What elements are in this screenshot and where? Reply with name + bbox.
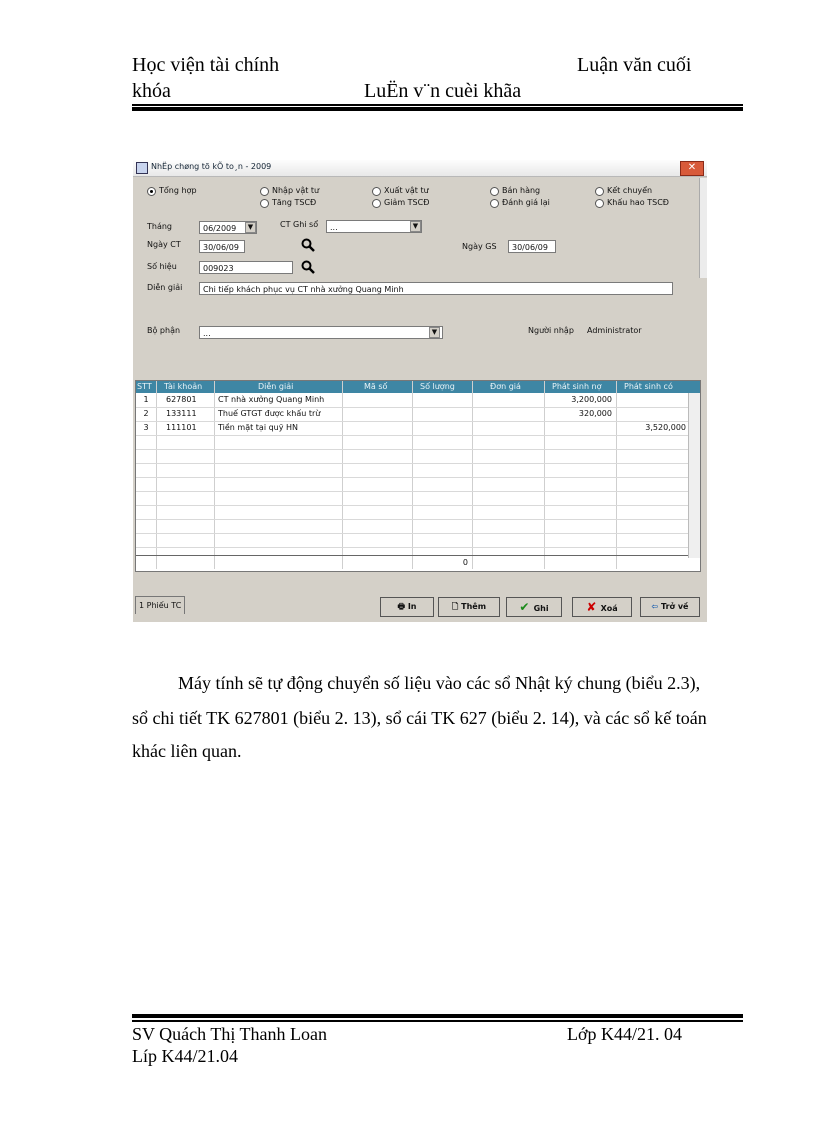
grid-hline xyxy=(136,463,688,464)
radio-nhap-vat-tu-label: Nhập vật tư xyxy=(272,186,320,195)
grid-hline xyxy=(136,519,688,520)
grid-vline xyxy=(544,381,545,569)
dien-giai-label: Diễn giải xyxy=(147,283,183,292)
row-account[interactable]: 111101 xyxy=(166,423,197,432)
col-ma-so: Mã số xyxy=(364,382,388,391)
radio-tang-tscd-label: Tăng TSCĐ xyxy=(272,198,317,207)
grid-vline xyxy=(214,381,215,569)
grid-vline xyxy=(342,381,343,569)
window-titlebar xyxy=(133,160,707,177)
bo-phan-value: ... xyxy=(203,329,211,338)
col-phat-sinh-co: Phát sinh có xyxy=(624,382,673,391)
back-label: Trở về xyxy=(661,602,689,611)
radio-ket-chuyen-label: Kết chuyển xyxy=(607,186,653,195)
back-button[interactable] xyxy=(640,597,700,617)
radio-tong-hop-label: Tổng hợp xyxy=(159,186,197,195)
footer-class: Lớp K44/21. 04 xyxy=(567,1024,683,1044)
voucher-entry-window xyxy=(133,160,707,622)
radio-khau-hao-tscd-label: Khấu hao TSCĐ xyxy=(607,198,669,207)
col-dien-giai: Diễn giải xyxy=(258,382,294,391)
grid-vline xyxy=(472,381,473,569)
ngay-gs-value: 30/06/09 xyxy=(512,243,548,252)
ct-ghi-so-select[interactable] xyxy=(326,220,422,233)
row-debit[interactable]: 3,200,000 xyxy=(571,395,612,404)
tab-phieu-tc[interactable]: 1 Phiếu TC xyxy=(135,596,185,614)
add-button[interactable] xyxy=(438,597,500,617)
grid-hline xyxy=(136,435,688,436)
form-scrollbar[interactable] xyxy=(699,178,707,278)
radio-tang-tscd[interactable] xyxy=(260,199,269,208)
paragraph-line-1: Máy tính sẽ tự động chuyển số liệu vào các sổ Nhật ký chung (biểu 2.3), xyxy=(178,673,701,693)
table-row: 1 xyxy=(143,395,149,404)
col-tai-khoan: Tài khoản xyxy=(164,382,203,391)
window-title: NhËp chøng tõ kÕ to¸n - 2009 xyxy=(151,162,272,171)
footer-rule-thin xyxy=(132,1020,743,1022)
table-row: 3 xyxy=(143,423,149,432)
radio-ket-chuyen[interactable] xyxy=(595,187,604,196)
footer-rule-thick xyxy=(132,1014,743,1018)
add-label: Thêm xyxy=(461,602,487,611)
radio-giam-tscd[interactable] xyxy=(372,199,381,208)
exit-icon: ⇦ xyxy=(651,602,662,611)
grid-vline xyxy=(156,381,157,569)
radio-giam-tscd-label: Giảm TSCĐ xyxy=(384,198,430,207)
row-description[interactable]: CT nhà xưởng Quang Minh xyxy=(218,395,325,404)
row-account[interactable]: 627801 xyxy=(166,395,197,404)
so-hieu-label: Số hiệu xyxy=(147,262,177,271)
print-label: In xyxy=(407,602,417,611)
nguoi-nhap-value: Administrator xyxy=(587,326,642,335)
row-debit[interactable]: 320,000 xyxy=(578,409,612,418)
close-button[interactable]: ✕ xyxy=(680,161,704,176)
radio-ban-hang[interactable] xyxy=(490,187,499,196)
col-so-luong: Số lượng xyxy=(420,382,455,391)
ngay-ct-value: 30/06/09 xyxy=(203,243,239,252)
grid-vline xyxy=(616,381,617,569)
radio-xuat-vat-tu-label: Xuất vật tư xyxy=(384,186,429,195)
radio-danh-gia-lai-label: Đánh giá lại xyxy=(502,198,550,207)
ngay-ct-input[interactable] xyxy=(199,240,245,253)
new-page-icon: 🗋 xyxy=(451,602,462,611)
row-account[interactable]: 133111 xyxy=(166,409,197,418)
grid-hline xyxy=(136,407,688,408)
chevron-down-icon[interactable]: ▼ xyxy=(245,222,256,233)
grid-hline xyxy=(136,421,688,422)
ngay-gs-label: Ngày GS xyxy=(462,242,497,251)
bo-phan-select[interactable] xyxy=(199,326,443,339)
radio-xuat-vat-tu[interactable] xyxy=(372,187,381,196)
chevron-down-icon[interactable]: ▼ xyxy=(410,221,421,232)
radio-ban-hang-label: Bán hàng xyxy=(502,186,541,195)
grid-hline xyxy=(136,505,688,506)
grid-hline xyxy=(136,533,688,534)
search-icon[interactable] xyxy=(301,260,315,274)
footer-class-garbled: Líp K44/21.04 xyxy=(132,1046,238,1066)
header-rule-thin xyxy=(132,104,743,106)
grid-hline xyxy=(136,491,688,492)
dien-giai-value: Chi tiếp khách phục vụ CT nhà xưởng Quang Minh xyxy=(203,285,404,294)
row-description[interactable]: Thuế GTGT được khấu trừ xyxy=(218,409,321,418)
footer-student: SV Quách Thị Thanh Loan xyxy=(132,1024,327,1044)
radio-nhap-vat-tu[interactable] xyxy=(260,187,269,196)
ct-ghi-so-value: ... xyxy=(330,223,338,232)
grid-hline xyxy=(136,449,688,450)
paragraph-line-2: sổ chi tiết TK 627801 (biểu 2. 13), sổ cái TK 627 (biểu 2. 14), và các sổ kế toán xyxy=(132,708,707,728)
row-description[interactable]: Tiền mặt tại quỹ HN xyxy=(218,423,299,432)
save-button[interactable] xyxy=(506,597,562,617)
radio-danh-gia-lai[interactable] xyxy=(490,199,499,208)
row-credit[interactable]: 3,520,000 xyxy=(645,423,686,432)
ct-ghi-so-label: CT Ghi sổ xyxy=(280,220,319,229)
header-thesis: Luận văn cuối xyxy=(577,54,692,76)
checkmark-icon: ✔ xyxy=(519,600,534,614)
col-stt: STT xyxy=(137,382,152,391)
chevron-down-icon[interactable]: ▼ xyxy=(429,327,440,338)
header-khoa: khóa xyxy=(132,80,171,102)
nguoi-nhap-label: Người nhập xyxy=(528,326,574,335)
thang-label: Tháng xyxy=(147,222,173,231)
header-school: Học viện tài chính xyxy=(132,54,280,76)
dien-giai-input[interactable] xyxy=(199,282,673,295)
delete-x-icon: ✘ xyxy=(586,600,601,614)
ngay-gs-input[interactable] xyxy=(508,240,556,253)
delete-label: Xoá xyxy=(600,604,618,613)
radio-khau-hao-tscd[interactable] xyxy=(595,199,604,208)
header-garbled: LuËn v¨n cuèi khãa xyxy=(364,80,522,102)
grid-vline xyxy=(412,381,413,569)
so-hieu-value: 009023 xyxy=(203,264,234,273)
paragraph-line-3: khác liên quan. xyxy=(132,741,242,761)
bo-phan-label: Bộ phận xyxy=(147,326,181,335)
search-icon[interactable] xyxy=(301,238,315,252)
print-button[interactable] xyxy=(380,597,434,617)
grid-total-rule xyxy=(136,555,700,556)
save-label: Ghi xyxy=(533,604,549,613)
total-quantity: 0 xyxy=(462,558,468,567)
ngay-ct-label: Ngày CT xyxy=(147,240,181,249)
header-rule-thick xyxy=(132,107,743,111)
printer-icon: 🖶 xyxy=(397,602,408,611)
grid-scrollbar[interactable] xyxy=(688,393,700,558)
delete-button[interactable] xyxy=(572,597,632,617)
radio-tong-hop[interactable] xyxy=(147,187,156,196)
so-hieu-input[interactable] xyxy=(199,261,293,274)
grid-hline xyxy=(136,477,688,478)
thang-value: 06/2009 xyxy=(203,224,237,233)
app-icon xyxy=(136,162,148,174)
entry-grid xyxy=(135,380,701,572)
col-don-gia: Đơn giá xyxy=(490,382,521,391)
table-row: 2 xyxy=(143,409,149,418)
col-phat-sinh-no: Phát sinh nợ xyxy=(552,382,602,391)
grid-hline xyxy=(136,547,688,548)
